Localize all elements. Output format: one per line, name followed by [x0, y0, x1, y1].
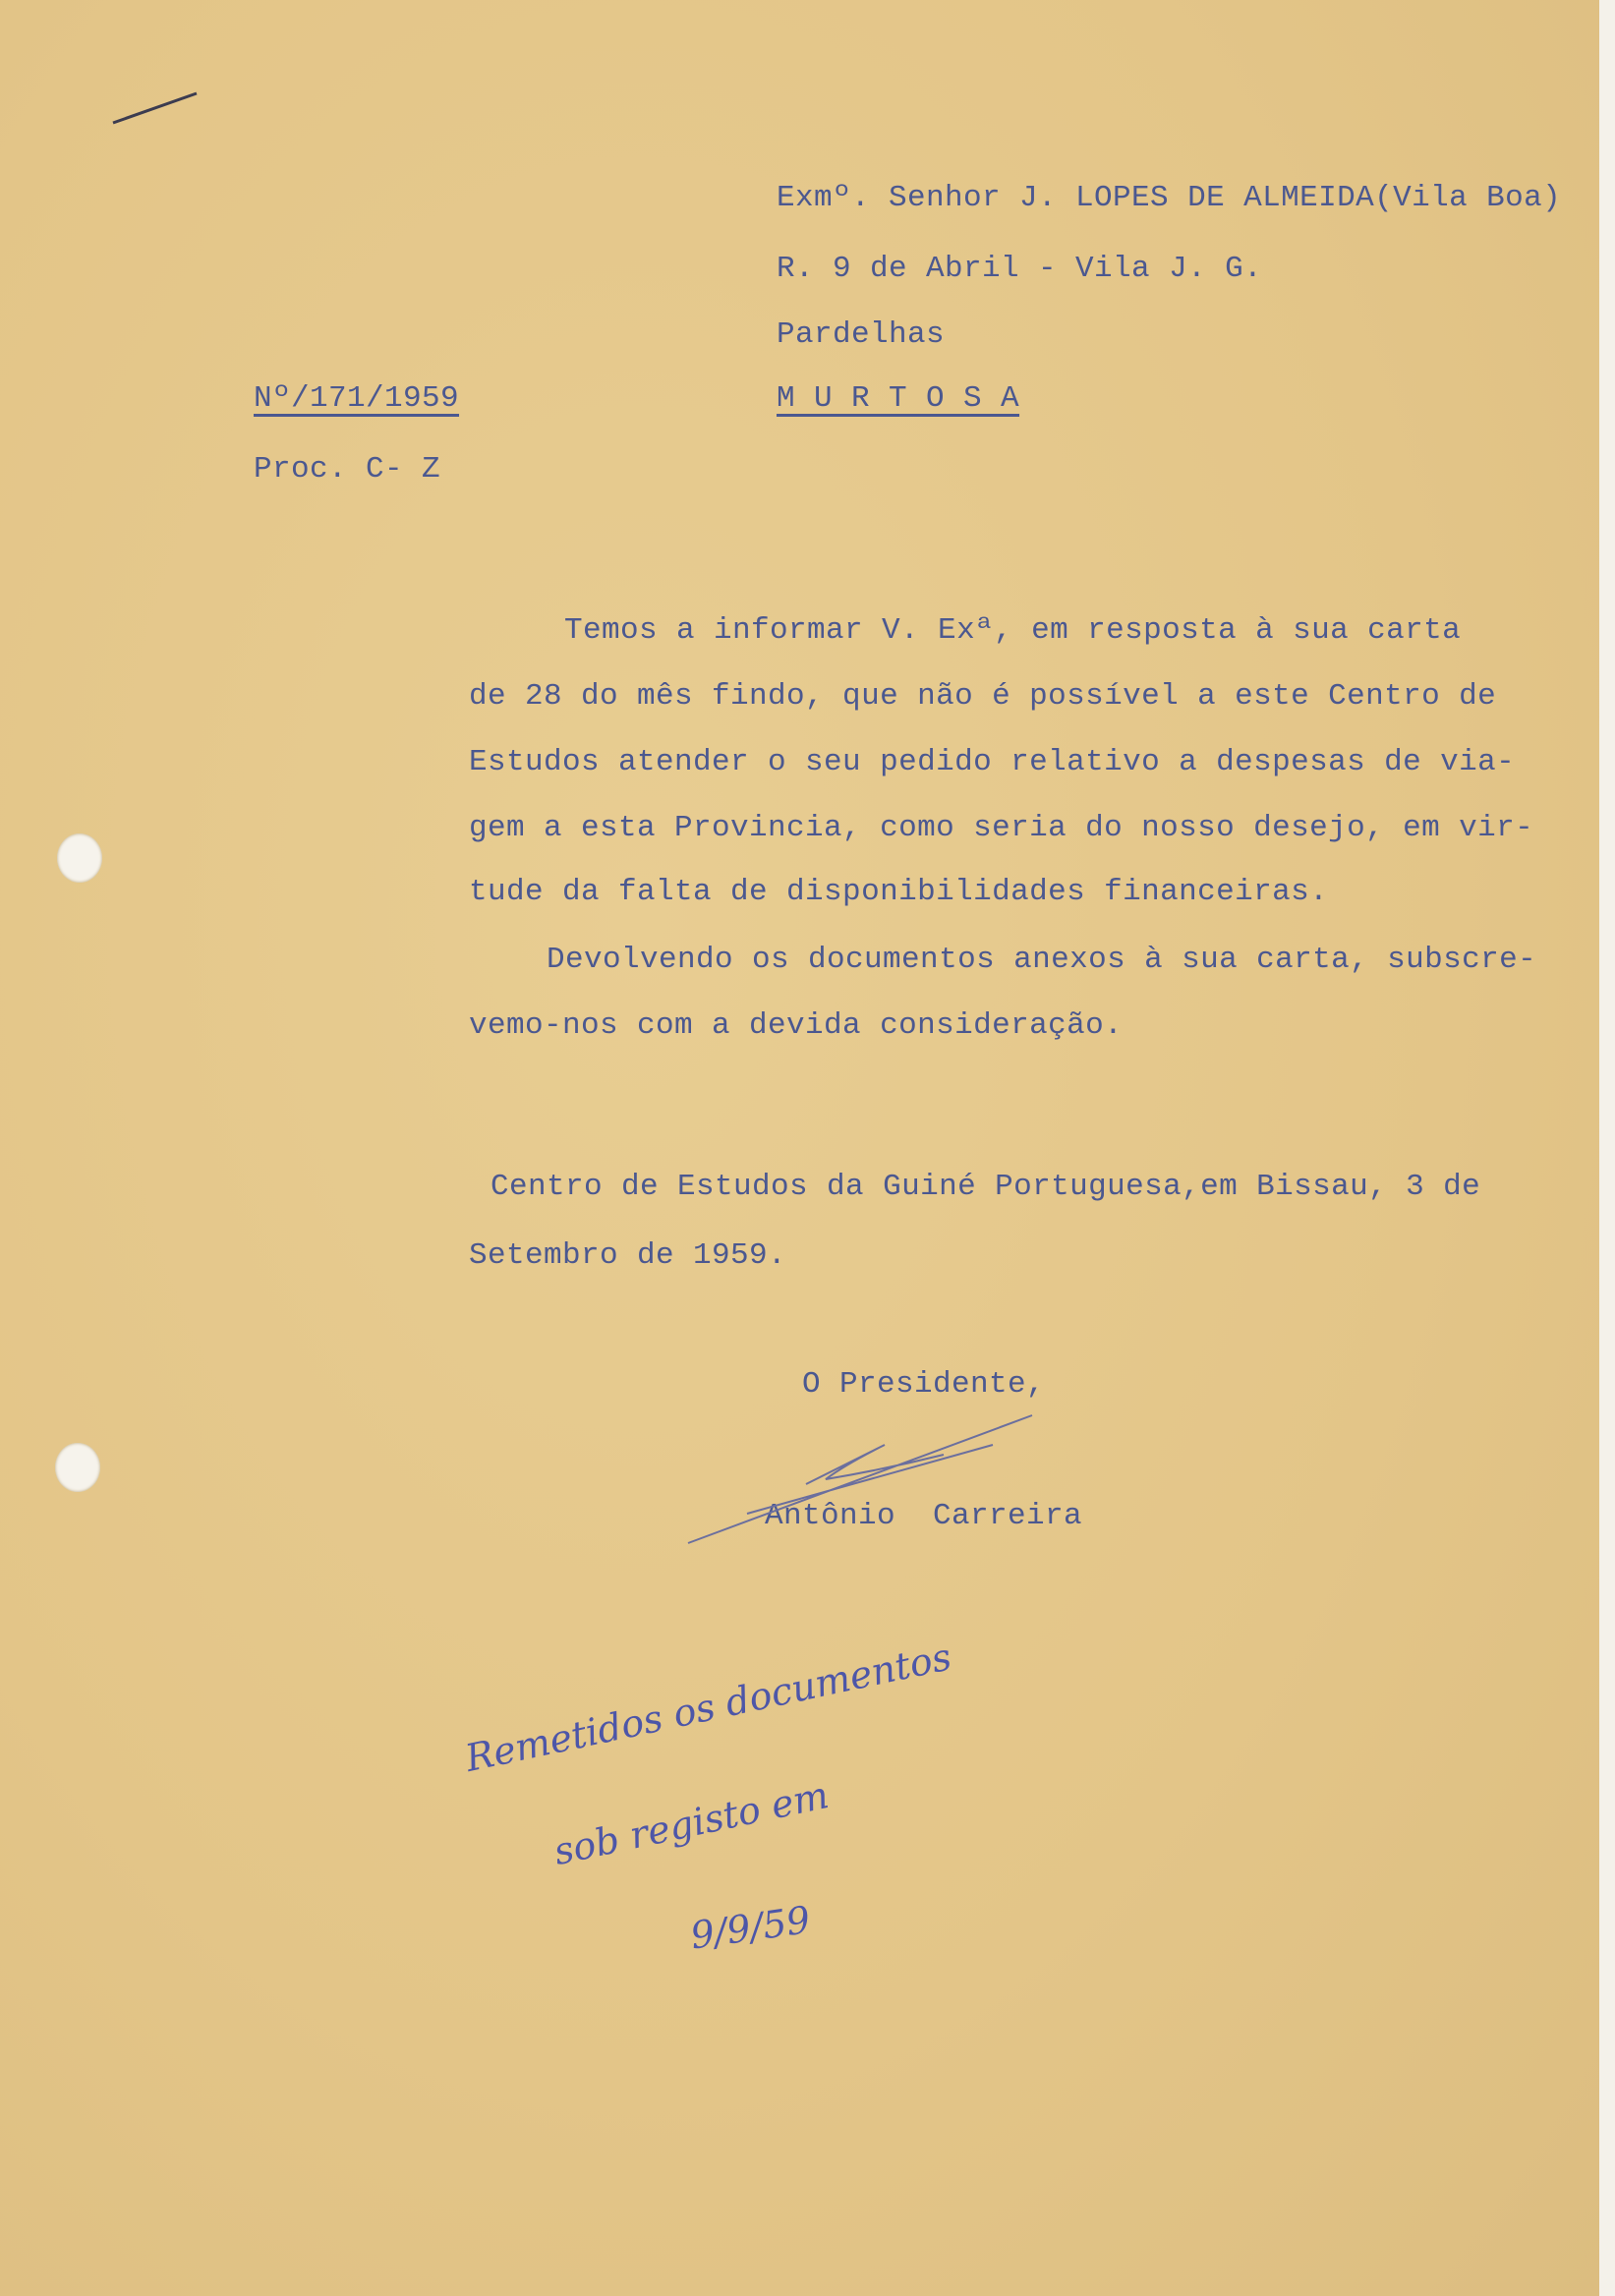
- recipient-line: R. 9 de Abril - Vila J. G.: [777, 252, 1263, 286]
- body-line: Estudos atender o seu pedido relativo a despesas de via-: [469, 745, 1516, 779]
- body-line: tude da falta de disponibilidades financeiras.: [469, 875, 1329, 909]
- closing-place-date: Setembro de 1959.: [469, 1238, 787, 1273]
- process-code: Proc. C- Z: [254, 452, 441, 487]
- reference-number: Nº/171/1959: [254, 381, 460, 416]
- handwritten-note-date: 9/9/59: [687, 1897, 813, 1958]
- handwritten-note-line: Remetidos os documentos: [461, 1635, 955, 1781]
- body-line: gem a esta Provincia, como seria do nosso desejo, em vir-: [469, 811, 1534, 845]
- recipient-line: Pardelhas: [777, 317, 946, 352]
- signatory-name: Antônio Carreira: [765, 1499, 1083, 1533]
- closing-place-date: Centro de Estudos da Guiné Portuguesa,em Bissau, 3 de: [490, 1170, 1481, 1204]
- body-line: Devolvendo os documentos anexos à sua carta, subscre-: [547, 943, 1537, 977]
- recipient-line: Exmº. Senhor J. LOPES DE ALMEIDA(Vila Boa): [777, 181, 1562, 215]
- body-line: de 28 do mês findo, que não é possível a este Centro de: [469, 679, 1497, 714]
- body-line: Temos a informar V. Exª, em resposta à sua carta: [564, 613, 1462, 648]
- body-line: vemo-nos com a devida consideração.: [469, 1008, 1124, 1043]
- recipient-city: M U R T O S A: [777, 381, 1020, 416]
- handwritten-note-line: sob registo em: [549, 1772, 833, 1874]
- signatory-title: O Presidente,: [802, 1367, 1046, 1402]
